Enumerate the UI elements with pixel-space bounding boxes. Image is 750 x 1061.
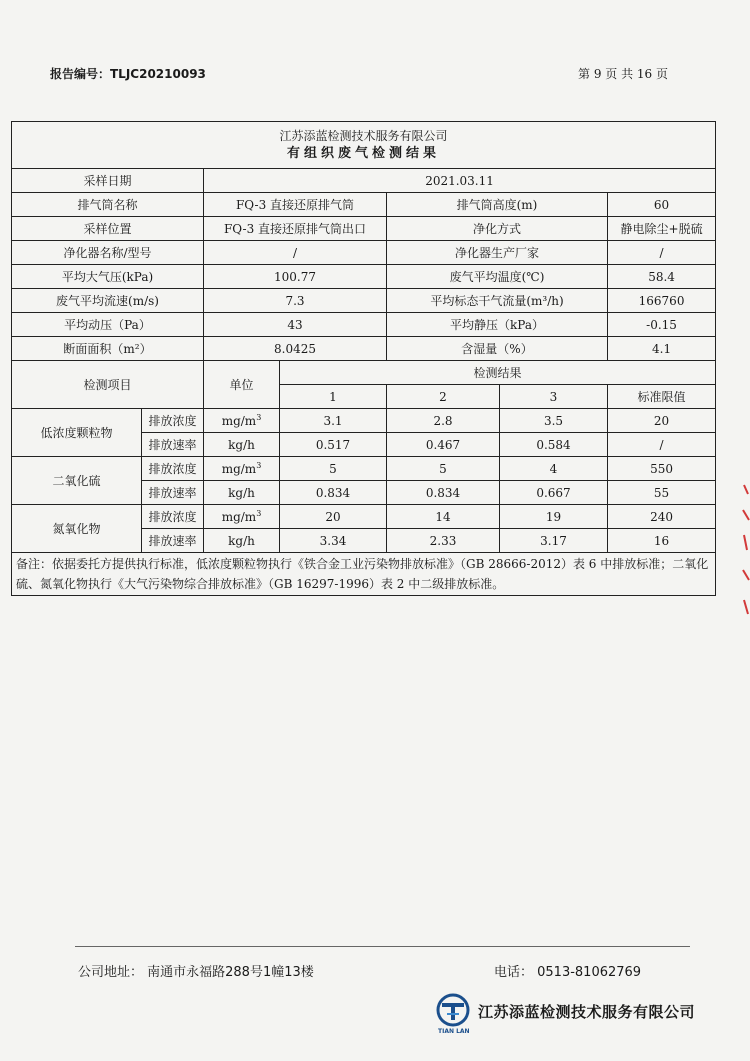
info-label: 平均标态干气流量(m³/h) — [387, 289, 608, 313]
result-2: 5 — [387, 457, 500, 481]
company-phone: 电话： 0513-81062769 — [494, 965, 642, 980]
footer-divider — [75, 946, 690, 947]
result-1: 5 — [280, 457, 387, 481]
result-2: 0.467 — [387, 433, 500, 457]
result-3: 0.584 — [500, 433, 608, 457]
info-label: 平均大气压(kPa) — [12, 265, 204, 289]
info-value: / — [204, 241, 387, 265]
unit-cell: $mg/m^3$ — [204, 505, 280, 529]
unit-cell: $mg/m^3$ — [204, 457, 280, 481]
info-value: 166760 — [608, 289, 716, 313]
result-1: 0.834 — [280, 481, 387, 505]
pollutant-name: 二氧化硫 — [12, 457, 142, 505]
header-run-1: 1 — [280, 385, 387, 409]
info-label: 排气筒高度(m) — [387, 193, 608, 217]
info-label: 排气筒名称 — [12, 193, 204, 217]
info-label: 平均动压（Pa） — [12, 313, 204, 337]
header-unit: 单位 — [204, 361, 280, 409]
info-value: FQ-3 直接还原排气筒出口 — [204, 217, 387, 241]
info-row — [12, 241, 716, 265]
info-value: 58.4 — [608, 265, 716, 289]
results-header-row — [12, 361, 716, 385]
table-row — [12, 505, 716, 529]
info-value: 4.1 — [608, 337, 716, 361]
info-label: 净化方式 — [387, 217, 608, 241]
info-row — [12, 265, 716, 289]
info-row — [12, 337, 716, 361]
header-limit: 标准限值 — [608, 385, 716, 409]
result-3: 0.667 — [500, 481, 608, 505]
info-label: 采样位置 — [12, 217, 204, 241]
info-value: -0.15 — [608, 313, 716, 337]
info-row — [12, 193, 716, 217]
info-label: 平均静压（kPa） — [387, 313, 608, 337]
table-row — [12, 457, 716, 481]
info-row — [12, 289, 716, 313]
info-value: 100.77 — [204, 265, 387, 289]
info-label: 采样日期 — [12, 169, 204, 193]
report-number: 报告编号：TLJC20210093 — [50, 67, 206, 81]
result-table — [11, 121, 716, 596]
info-value: 43 — [204, 313, 387, 337]
info-value: 2021.03.11 — [204, 169, 716, 193]
limit-value: 240 — [608, 505, 716, 529]
result-2: 14 — [387, 505, 500, 529]
note-row — [12, 553, 716, 596]
unit-cell: $mg/m^3$ — [204, 409, 280, 433]
result-2: 2.8 — [387, 409, 500, 433]
metric-label: 排放浓度 — [142, 457, 204, 481]
info-value: 60 — [608, 193, 716, 217]
result-3: 3.17 — [500, 529, 608, 553]
pollutant-name: 低浓度颗粒物 — [12, 409, 142, 457]
footer-company-name: 江苏添蓝检测技术服务有限公司 — [478, 1003, 696, 1021]
header-results: 检测结果 — [280, 361, 716, 385]
metric-label: 排放速率 — [142, 481, 204, 505]
result-1: 0.517 — [280, 433, 387, 457]
result-2: 0.834 — [387, 481, 500, 505]
metric-label: 排放浓度 — [142, 505, 204, 529]
info-label: 废气平均流速(m/s) — [12, 289, 204, 313]
pollutant-name: 氮氧化物 — [12, 505, 142, 553]
info-label: 净化器生产厂家 — [387, 241, 608, 265]
header-run-2: 2 — [387, 385, 500, 409]
tianlan-logo-icon — [433, 992, 473, 1032]
info-label: 净化器名称/型号 — [12, 241, 204, 265]
info-row — [12, 169, 716, 193]
header-run-3: 3 — [500, 385, 608, 409]
report-title: 有组织废气检测结果 — [287, 146, 441, 161]
page-info: 第 9 页 共 16 页 — [578, 67, 668, 81]
result-2: 2.33 — [387, 529, 500, 553]
limit-value: 55 — [608, 481, 716, 505]
info-value: 静电除尘+脱硫 — [608, 217, 716, 241]
unit-cell: kg/h — [204, 433, 280, 457]
result-1: 3.1 — [280, 409, 387, 433]
info-row — [12, 313, 716, 337]
info-value: FQ-3 直接还原排气筒 — [204, 193, 387, 217]
limit-value: 550 — [608, 457, 716, 481]
company-address: 公司地址： 南通市永福路288号1幢13楼 — [78, 965, 314, 980]
result-1: 3.34 — [280, 529, 387, 553]
remarks: 备注：依据委托方提供执行标准，低浓度颗粒物执行《铁合金工业污染物排放标准》（GB 28666-2012）表 6 中排放标准；二氧化硫、氮氧化物执行《大气污染物综合排放标准》（GB 16297-1996）表 2 中二级排放标准。 — [12, 553, 716, 596]
result-3: 4 — [500, 457, 608, 481]
unit-cell: kg/h — [204, 481, 280, 505]
header-item: 检测项目 — [12, 361, 204, 409]
unit-cell: kg/h — [204, 529, 280, 553]
metric-label: 排放速率 — [142, 529, 204, 553]
metric-label: 排放浓度 — [142, 409, 204, 433]
result-3: 3.5 — [500, 409, 608, 433]
info-value: / — [608, 241, 716, 265]
limit-value: 20 — [608, 409, 716, 433]
table-row — [12, 409, 716, 433]
info-label: 断面面积（m²） — [12, 337, 204, 361]
info-value: 7.3 — [204, 289, 387, 313]
logo-caption: TIAN LAN — [438, 1028, 470, 1035]
info-label: 含湿量（%） — [387, 337, 608, 361]
metric-label: 排放速率 — [142, 433, 204, 457]
company-name: 江苏添蓝检测技术服务有限公司 — [279, 129, 448, 143]
table-title — [12, 122, 716, 169]
limit-value: 16 — [608, 529, 716, 553]
info-value: 8.0425 — [204, 337, 387, 361]
red-stamp-edge — [741, 480, 750, 640]
result-1: 20 — [280, 505, 387, 529]
info-label: 废气平均温度(℃) — [387, 265, 608, 289]
info-row — [12, 217, 716, 241]
result-3: 19 — [500, 505, 608, 529]
limit-value: / — [608, 433, 716, 457]
